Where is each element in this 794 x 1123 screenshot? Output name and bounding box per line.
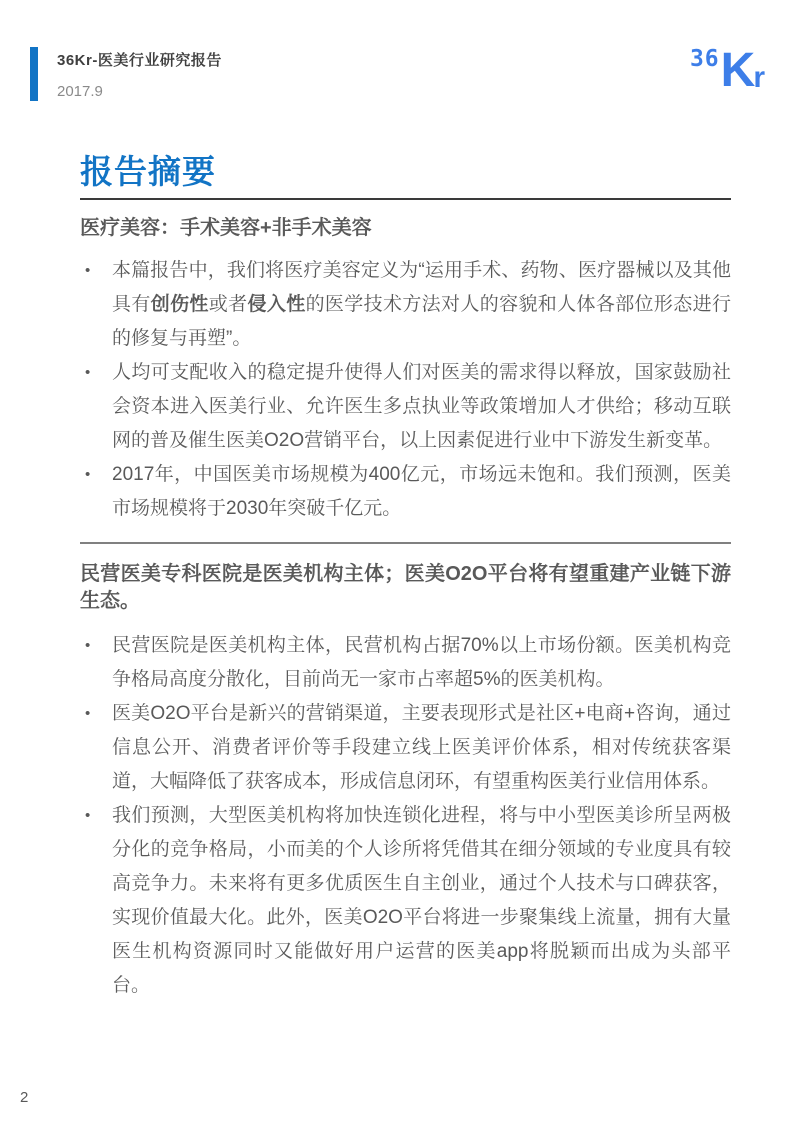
bullet-text: 人均可支配收入的稳定提升使得人们对医美的需求得以释放，国家鼓励社会资本进入医美行业、允许医生多点执业等政策增加人才供给；移动互联网的普及催生医美O2O营销平台，以上因素促进行业中下游发生新变革。 [112,361,731,451]
list-item [112,356,731,458]
bullet-text: 本篇报告中，我们将医疗美容定义为“运用手术、药物、医疗器械以及其他具有 [112,259,731,315]
title-rule [80,198,731,200]
main-content [80,151,731,1003]
bullet-text: 或者 [208,293,248,315]
page-header [0,0,794,101]
list-item [112,458,731,526]
section-heading: 医疗美容：手术美容+非手术美容 [80,216,372,239]
header-text [57,47,222,101]
section-divider [80,542,731,544]
header-accent-bar [30,47,38,101]
list-item [112,799,731,1003]
bullet-list [80,629,731,1003]
logo-36-text: 36 [689,46,720,72]
logo-36kr-icon [689,44,765,97]
bullet-text-bold: 侵入性 [247,293,306,315]
section-market-structure [80,561,731,1003]
list-item [112,254,731,356]
list-item [112,629,731,697]
page-footer [20,1089,28,1107]
list-item [112,697,731,799]
page-title: 报告摘要 [80,153,216,190]
bullet-text: 2017年，中国医美市场规模为400亿元，市场远未饱和。我们预测，医美市场规模将于2030年突破千亿元。 [112,463,731,519]
bullet-list [80,254,731,526]
logo-k-text: K [720,44,756,97]
bullet-text: 我们预测，大型医美机构将加快连锁化进程，将与中小型医美诊所呈两极分化的竞争格局，小而美的个人诊所将凭借其在细分领域的专业度具有较高竞争力。未来将有更多优质医生自主创业，通过个人技术与口碑获客，实现价值最大化。此外，医美O2O平台将进一步聚集线上流量，拥有大量医生机构资源同时又能做好用户运营的医美app将脱颖而出成为头部平台。 [112,804,731,996]
bullet-text: 医美O2O平台是新兴的营销渠道，主要表现形式是社区+电商+咨询，通过信息公开、消费者评价等手段建立线上医美评价体系，相对传统获客渠道，大幅降低了获客成本，形成信息闭环，有望重构医美行业信用体系。 [112,702,731,792]
section-definition [80,215,731,526]
logo-r-text: r [753,61,765,94]
page-number: 2 [20,1089,29,1106]
bullet-text-bold: 创伤性 [150,293,209,315]
section-heading: 民营医美专科医院是医美机构主体；医美O2O平台将有望重建产业链下游生态。 [80,562,731,612]
report-title: 36Kr-医美行业研究报告 [57,52,222,69]
report-date: 2017.9 [57,83,103,100]
header-left [30,47,222,101]
bullet-text: 的医学技术方法对人的容貌和人体各部位形态进行的修复与再塑”。 [112,293,731,349]
bullet-text: 民营医院是医美机构主体，民营机构占据70%以上市场份额。医美机构竞争格局高度分散化，目前尚无一家市占率超5%的医美机构。 [112,634,731,690]
